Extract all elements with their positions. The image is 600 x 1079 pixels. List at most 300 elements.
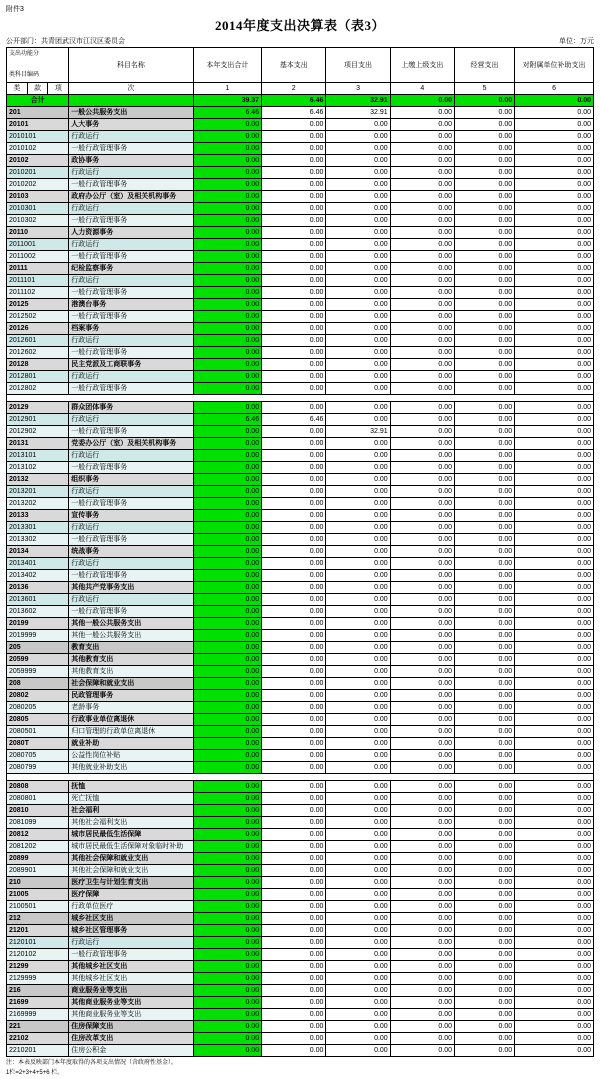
row-value-5: 0.00 (454, 510, 514, 522)
row-value-5: 0.00 (454, 179, 514, 191)
row-value-4: 0.00 (390, 901, 454, 913)
row-value-1: 0.00 (193, 383, 261, 395)
row-value-4: 0.00 (390, 781, 454, 793)
row-value-3: 0.00 (326, 829, 390, 841)
row-value-5: 0.00 (454, 1033, 514, 1045)
row-value-1: 6.46 (193, 107, 261, 119)
row-code: 20102 (7, 155, 69, 167)
row-value-1: 0.00 (193, 155, 261, 167)
row-code: 2011102 (7, 287, 69, 299)
row-value-1: 0.00 (193, 426, 261, 438)
row-subject-name: 其他教育支出 (69, 654, 193, 666)
row-value-4: 0.00 (390, 961, 454, 973)
row-value-6: 0.00 (515, 750, 594, 762)
row-value-3: 0.00 (326, 287, 390, 299)
row-value-6: 0.00 (515, 402, 594, 414)
row-value-1: 0.00 (193, 450, 261, 462)
row-value-1: 0.00 (193, 750, 261, 762)
row-value-4: 0.00 (390, 131, 454, 143)
row-code: 212 (7, 913, 69, 925)
row-subject-name: 一般行政管理事务 (69, 287, 193, 299)
row-value-1: 0.00 (193, 179, 261, 191)
row-value-5: 0.00 (454, 889, 514, 901)
row-value-3: 0.00 (326, 690, 390, 702)
row-subject-name: 住房改革支出 (69, 1033, 193, 1045)
row-value-6: 0.00 (515, 738, 594, 750)
row-value-5: 0.00 (454, 131, 514, 143)
row-value-3: 0.00 (326, 462, 390, 474)
col-header-4: 经营支出 (454, 48, 514, 83)
row-value-5: 0.00 (454, 438, 514, 450)
row-value-2: 0.00 (262, 901, 326, 913)
row-value-1: 0.00 (193, 949, 261, 961)
row-value-5: 0.00 (454, 805, 514, 817)
row-code: 2120102 (7, 949, 69, 961)
row-code: 2012802 (7, 383, 69, 395)
col-header-2: 项目支出 (326, 48, 390, 83)
row-subject-name: 医疗卫生与计划生育支出 (69, 877, 193, 889)
row-value-2: 0.00 (262, 383, 326, 395)
row-value-2: 0.00 (262, 877, 326, 889)
row-value-1: 0.00 (193, 347, 261, 359)
row-value-1: 0.00 (193, 985, 261, 997)
row-subject-name: 就业补助 (69, 738, 193, 750)
row-value-4: 0.00 (390, 239, 454, 251)
row-code: 2010302 (7, 215, 69, 227)
table-row (7, 618, 594, 630)
row-value-4: 0.00 (390, 666, 454, 678)
row-value-2: 0.00 (262, 371, 326, 383)
row-value-4: 0.00 (390, 299, 454, 311)
col-header-0: 本年支出合计 (193, 48, 261, 83)
row-value-6: 0.00 (515, 630, 594, 642)
row-value-2: 0.00 (262, 762, 326, 774)
table-row (7, 949, 594, 961)
row-value-2: 0.00 (262, 750, 326, 762)
table-row (7, 359, 594, 371)
row-value-5: 0.00 (454, 383, 514, 395)
row-value-3: 0.00 (326, 714, 390, 726)
row-value-5: 0.00 (454, 251, 514, 263)
row-value-2: 0.00 (262, 570, 326, 582)
row-value-6: 0.00 (515, 781, 594, 793)
row-value-3: 0.00 (326, 359, 390, 371)
row-value-4: 0.00 (390, 913, 454, 925)
row-value-5: 0.00 (454, 781, 514, 793)
row-value-6: 0.00 (515, 1009, 594, 1021)
row-value-2: 0.00 (262, 805, 326, 817)
row-value-6: 0.00 (515, 347, 594, 359)
row-subject-name: 城乡社区管理事务 (69, 925, 193, 937)
row-value-5: 0.00 (454, 793, 514, 805)
row-value-2: 0.00 (262, 913, 326, 925)
table-row (7, 558, 594, 570)
row-value-3: 0.00 (326, 570, 390, 582)
row-value-5: 0.00 (454, 618, 514, 630)
row-value-4: 0.00 (390, 570, 454, 582)
row-subject-name: 一般行政管理事务 (69, 311, 193, 323)
row-value-2: 0.00 (262, 738, 326, 750)
total-value-6: 0.00 (515, 95, 594, 107)
table-row (7, 594, 594, 606)
table-row (7, 793, 594, 805)
table-row (7, 865, 594, 877)
row-value-3: 0.00 (326, 498, 390, 510)
row-value-6: 0.00 (515, 925, 594, 937)
row-label-ci: 次 (69, 83, 193, 95)
row-value-5: 0.00 (454, 702, 514, 714)
row-value-1: 0.00 (193, 203, 261, 215)
row-value-2: 0.00 (262, 323, 326, 335)
row-value-3: 0.00 (326, 191, 390, 203)
row-value-2: 0.00 (262, 997, 326, 1009)
row-value-6: 0.00 (515, 287, 594, 299)
row-value-4: 0.00 (390, 359, 454, 371)
row-value-6: 0.00 (515, 793, 594, 805)
row-value-2: 0.00 (262, 829, 326, 841)
row-value-2: 0.00 (262, 402, 326, 414)
table-row (7, 738, 594, 750)
row-value-3: 0.00 (326, 630, 390, 642)
col-number-2: 2 (262, 83, 326, 95)
row-value-4: 0.00 (390, 522, 454, 534)
row-value-4: 0.00 (390, 510, 454, 522)
row-value-6: 0.00 (515, 522, 594, 534)
row-subject-name: 行政运行 (69, 558, 193, 570)
row-code: 2210201 (7, 1045, 69, 1057)
table-row (7, 889, 594, 901)
row-value-2: 0.00 (262, 630, 326, 642)
row-subject-name: 其他社会保障和就业支出 (69, 853, 193, 865)
corner-cell (7, 48, 69, 83)
row-subject-name: 行政运行 (69, 937, 193, 949)
row-subject-name: 其他一般公共服务支出 (69, 630, 193, 642)
row-value-1: 0.00 (193, 311, 261, 323)
row-value-4: 0.00 (390, 1033, 454, 1045)
row-value-6: 0.00 (515, 690, 594, 702)
row-value-6: 0.00 (515, 805, 594, 817)
row-value-1: 0.00 (193, 841, 261, 853)
row-value-6: 0.00 (515, 606, 594, 618)
row-code: 2080205 (7, 702, 69, 714)
row-value-4: 0.00 (390, 191, 454, 203)
table-row (7, 203, 594, 215)
row-value-1: 0.00 (193, 913, 261, 925)
table-row (7, 702, 594, 714)
row-value-1: 0.00 (193, 961, 261, 973)
row-subject-name: 一般行政管理事务 (69, 215, 193, 227)
row-code: 20808 (7, 781, 69, 793)
row-subject-name: 政府办公厅（室）及相关机构事务 (69, 191, 193, 203)
row-subject-name: 行政事业单位离退休 (69, 714, 193, 726)
row-subject-name: 群众团体事务 (69, 402, 193, 414)
table-row (7, 462, 594, 474)
row-value-1: 0.00 (193, 1009, 261, 1021)
row-value-3: 0.00 (326, 299, 390, 311)
table-row (7, 119, 594, 131)
row-value-4: 0.00 (390, 937, 454, 949)
row-value-1: 0.00 (193, 227, 261, 239)
row-value-3: 0.00 (326, 474, 390, 486)
row-value-6: 0.00 (515, 702, 594, 714)
row-subject-name: 一般行政管理事务 (69, 179, 193, 191)
row-code: 2013102 (7, 462, 69, 474)
row-value-3: 0.00 (326, 131, 390, 143)
row-value-6: 0.00 (515, 155, 594, 167)
header-row-codes (7, 83, 594, 95)
row-value-2: 0.00 (262, 167, 326, 179)
table-row (7, 299, 594, 311)
row-value-3: 0.00 (326, 973, 390, 985)
row-subject-name: 行政运行 (69, 414, 193, 426)
row-value-6: 0.00 (515, 913, 594, 925)
row-value-3: 0.00 (326, 155, 390, 167)
table-row (7, 678, 594, 690)
row-value-2: 0.00 (262, 534, 326, 546)
row-subject-name: 行政运行 (69, 167, 193, 179)
row-value-2: 0.00 (262, 179, 326, 191)
col-number-6: 6 (515, 83, 594, 95)
row-subject-name: 城市居民最低生活保障对象临时补助 (69, 841, 193, 853)
row-value-1: 0.00 (193, 263, 261, 275)
row-code: 210 (7, 877, 69, 889)
row-value-5: 0.00 (454, 107, 514, 119)
row-code: 20125 (7, 299, 69, 311)
row-value-6: 0.00 (515, 865, 594, 877)
row-subject-name: 公益性岗位补贴 (69, 750, 193, 762)
row-value-3: 0.00 (326, 179, 390, 191)
row-code: 2012801 (7, 371, 69, 383)
row-subject-name: 行政运行 (69, 522, 193, 534)
row-subject-name: 医疗保障 (69, 889, 193, 901)
row-value-6: 0.00 (515, 359, 594, 371)
row-value-4: 0.00 (390, 546, 454, 558)
table-row (7, 383, 594, 395)
row-code: 2081099 (7, 817, 69, 829)
row-value-4: 0.00 (390, 119, 454, 131)
row-value-4: 0.00 (390, 402, 454, 414)
row-value-2: 0.00 (262, 474, 326, 486)
row-value-5: 0.00 (454, 335, 514, 347)
row-value-2: 0.00 (262, 311, 326, 323)
table-row (7, 426, 594, 438)
row-value-1: 0.00 (193, 973, 261, 985)
table-row (7, 913, 594, 925)
row-value-1: 0.00 (193, 323, 261, 335)
row-value-5: 0.00 (454, 1021, 514, 1033)
table-row (7, 522, 594, 534)
row-value-1: 0.00 (193, 997, 261, 1009)
row-value-6: 0.00 (515, 546, 594, 558)
row-subject-name: 党委办公厅（室）及相关机构事务 (69, 438, 193, 450)
row-value-5: 0.00 (454, 227, 514, 239)
row-value-1: 0.00 (193, 889, 261, 901)
row-code: 2013101 (7, 450, 69, 462)
row-value-3: 0.00 (326, 606, 390, 618)
row-code: 20129 (7, 402, 69, 414)
table-row (7, 997, 594, 1009)
row-subject-name: 行政运行 (69, 371, 193, 383)
row-value-5: 0.00 (454, 546, 514, 558)
row-value-1: 0.00 (193, 925, 261, 937)
row-subject-name: 其他城乡社区支出 (69, 973, 193, 985)
row-code: 2010301 (7, 203, 69, 215)
row-value-6: 0.00 (515, 1045, 594, 1057)
row-value-2: 0.00 (262, 227, 326, 239)
col-number-3: 3 (326, 83, 390, 95)
row-value-1: 0.00 (193, 594, 261, 606)
table-row (7, 323, 594, 335)
row-value-2: 0.00 (262, 690, 326, 702)
table-row (7, 510, 594, 522)
row-value-5: 0.00 (454, 287, 514, 299)
table-row (7, 486, 594, 498)
table-row (7, 726, 594, 738)
table-row (7, 853, 594, 865)
row-subject-name: 一般行政管理事务 (69, 251, 193, 263)
row-value-3: 0.00 (326, 1009, 390, 1021)
row-value-5: 0.00 (454, 263, 514, 275)
row-code: 20128 (7, 359, 69, 371)
row-value-6: 0.00 (515, 239, 594, 251)
table-row (7, 239, 594, 251)
row-subject-name: 一般行政管理事务 (69, 534, 193, 546)
row-value-2: 0.00 (262, 251, 326, 263)
row-value-3: 0.00 (326, 522, 390, 534)
row-value-6: 0.00 (515, 678, 594, 690)
row-value-5: 0.00 (454, 323, 514, 335)
table-row (7, 275, 594, 287)
row-value-6: 0.00 (515, 853, 594, 865)
row-code: 20133 (7, 510, 69, 522)
row-value-2: 0.00 (262, 546, 326, 558)
row-value-5: 0.00 (454, 486, 514, 498)
row-value-2: 0.00 (262, 889, 326, 901)
row-value-1: 0.00 (193, 690, 261, 702)
row-code: 2013201 (7, 486, 69, 498)
row-value-2: 0.00 (262, 510, 326, 522)
row-value-5: 0.00 (454, 311, 514, 323)
row-value-2: 0.00 (262, 1009, 326, 1021)
table-row (7, 1009, 594, 1021)
row-value-4: 0.00 (390, 594, 454, 606)
row-value-2: 0.00 (262, 558, 326, 570)
row-value-4: 0.00 (390, 203, 454, 215)
row-value-2: 0.00 (262, 1045, 326, 1057)
row-value-5: 0.00 (454, 359, 514, 371)
row-value-3: 0.00 (326, 414, 390, 426)
row-value-6: 0.00 (515, 119, 594, 131)
row-subject-name: 政协事务 (69, 155, 193, 167)
row-value-1: 0.00 (193, 275, 261, 287)
row-subject-name: 行政单位医疗 (69, 901, 193, 913)
row-code: 2013301 (7, 522, 69, 534)
row-value-3: 0.00 (326, 203, 390, 215)
row-value-5: 0.00 (454, 1009, 514, 1021)
row-value-6: 0.00 (515, 829, 594, 841)
table-row (7, 498, 594, 510)
row-value-2: 0.00 (262, 654, 326, 666)
row-code: 201 (7, 107, 69, 119)
row-subject-name: 一般行政管理事务 (69, 949, 193, 961)
row-subject-name: 民主党派及工商联事务 (69, 359, 193, 371)
row-value-2: 0.00 (262, 973, 326, 985)
row-value-2: 6.46 (262, 414, 326, 426)
row-value-1: 0.00 (193, 359, 261, 371)
row-code: 2011101 (7, 275, 69, 287)
row-value-2: 0.00 (262, 191, 326, 203)
row-subject-name: 人力资源事务 (69, 227, 193, 239)
row-value-5: 0.00 (454, 191, 514, 203)
row-subject-name: 住房公积金 (69, 1045, 193, 1057)
row-value-3: 0.00 (326, 558, 390, 570)
row-subject-name: 行政运行 (69, 239, 193, 251)
row-value-4: 0.00 (390, 582, 454, 594)
row-value-4: 0.00 (390, 877, 454, 889)
row-value-3: 0.00 (326, 726, 390, 738)
table-row (7, 191, 594, 203)
row-value-5: 0.00 (454, 594, 514, 606)
row-value-4: 0.00 (390, 762, 454, 774)
row-subject-name: 一般行政管理事务 (69, 383, 193, 395)
row-value-6: 0.00 (515, 877, 594, 889)
table-row (7, 546, 594, 558)
row-value-3: 0.00 (326, 937, 390, 949)
row-value-1: 0.00 (193, 666, 261, 678)
row-value-6: 0.00 (515, 949, 594, 961)
row-code: 2080705 (7, 750, 69, 762)
table-row (7, 438, 594, 450)
subheader-line (6, 36, 594, 46)
row-value-5: 0.00 (454, 606, 514, 618)
table-row (7, 179, 594, 191)
table-row (7, 762, 594, 774)
expenditure-table (6, 47, 594, 1057)
table-row (7, 263, 594, 275)
row-value-4: 0.00 (390, 474, 454, 486)
row-value-6: 0.00 (515, 666, 594, 678)
row-value-4: 0.00 (390, 973, 454, 985)
row-value-3: 0.00 (326, 335, 390, 347)
row-value-4: 0.00 (390, 853, 454, 865)
row-value-2: 0.00 (262, 239, 326, 251)
row-value-3: 0.00 (326, 949, 390, 961)
table-row (7, 829, 594, 841)
row-value-1: 0.00 (193, 558, 261, 570)
row-value-3: 0.00 (326, 1021, 390, 1033)
row-value-3: 0.00 (326, 841, 390, 853)
row-value-2: 0.00 (262, 359, 326, 371)
row-value-6: 0.00 (515, 179, 594, 191)
table-row (7, 642, 594, 654)
unit-label: 单位：万元 (559, 38, 594, 45)
row-value-3: 0.00 (326, 805, 390, 817)
table-row (7, 654, 594, 666)
table-row (7, 570, 594, 582)
row-value-6: 0.00 (515, 426, 594, 438)
row-value-5: 0.00 (454, 925, 514, 937)
row-value-6: 0.00 (515, 889, 594, 901)
row-value-3: 0.00 (326, 877, 390, 889)
row-subject-name: 社会福利 (69, 805, 193, 817)
row-subject-name: 行政运行 (69, 450, 193, 462)
row-code: 2010102 (7, 143, 69, 155)
row-value-4: 0.00 (390, 805, 454, 817)
row-value-4: 0.00 (390, 726, 454, 738)
row-value-4: 0.00 (390, 829, 454, 841)
row-value-3: 0.00 (326, 1045, 390, 1057)
row-value-2: 0.00 (262, 678, 326, 690)
